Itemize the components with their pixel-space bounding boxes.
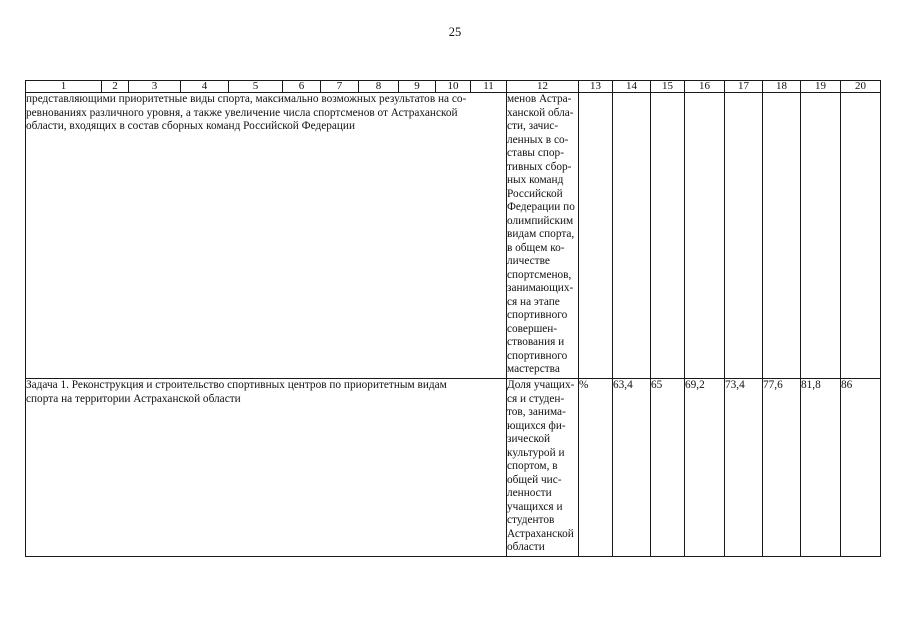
- value-cell: [763, 93, 801, 379]
- indicator-line: студентов: [507, 514, 555, 526]
- indicator-line: культурой и: [507, 446, 565, 459]
- indicator-line: Российской: [507, 187, 563, 200]
- column-number-2: 2: [102, 81, 129, 93]
- column-number-17: 17: [725, 81, 763, 93]
- value-cell: [841, 93, 881, 379]
- description-cell: [26, 93, 507, 379]
- indicator-line: мастерства: [507, 363, 560, 375]
- description-line: спорта на территории Астраханской области: [26, 392, 241, 405]
- value-cell: [725, 93, 763, 379]
- description-cell: [26, 379, 507, 557]
- value-cell: [801, 93, 841, 379]
- description-line: области, входящих в состав сборных команд Российской Федерации: [26, 120, 356, 132]
- indicator-line: тов, занима-: [507, 406, 566, 418]
- column-number-6: 6: [283, 81, 321, 93]
- page-number: 25: [448, 25, 462, 39]
- indicator-line: сти, зачис-: [507, 120, 559, 132]
- value-cell: 77,6: [763, 379, 801, 557]
- indicator-line: ленных в со-: [507, 133, 569, 146]
- indicator-line: спортсменов,: [507, 268, 572, 281]
- indicator-table: [25, 80, 881, 557]
- column-number-8: 8: [359, 81, 399, 93]
- column-number-20: 20: [841, 81, 881, 93]
- value-cell: [613, 93, 651, 379]
- indicator-line: в общем ко-: [507, 241, 565, 254]
- indicator-cell: [507, 379, 579, 557]
- indicator-line: ных команд: [507, 174, 564, 186]
- indicator-line: видам спорта,: [507, 228, 575, 240]
- column-number-7: 7: [321, 81, 359, 93]
- column-number-10: 10: [436, 81, 471, 93]
- indicator-line: менов Астра-: [507, 93, 572, 105]
- column-number-5: 5: [229, 81, 283, 93]
- value-cell: 65: [651, 379, 685, 557]
- value-cell: 69,2: [685, 379, 725, 557]
- description-line: ревнованиях различного уровня, а также увеличение числа спортсменов от Астраханской: [26, 106, 458, 119]
- value-cell: 81,8: [801, 379, 841, 557]
- indicator-line: спортивного: [507, 309, 568, 321]
- unit-cell: [579, 93, 613, 379]
- column-number-18: 18: [763, 81, 801, 93]
- indicator-line: совершен-: [507, 322, 558, 335]
- indicator-line: олимпийским: [507, 214, 574, 227]
- indicator-line: спортом, в: [507, 460, 558, 472]
- column-number-9: 9: [399, 81, 436, 93]
- indicator-line: ставы спор-: [507, 147, 564, 159]
- column-number-12: 12: [507, 81, 579, 93]
- table-body: [26, 81, 881, 557]
- column-number-11: 11: [471, 81, 507, 93]
- indicator-line: Доля учащих-: [507, 379, 575, 391]
- value-cell: 73,4: [725, 379, 763, 557]
- description-line: представляющими приоритетные виды спорта, максимально возможных результатов на со-: [26, 93, 467, 105]
- value-cell: 63,4: [613, 379, 651, 557]
- indicator-line: ленности: [507, 487, 552, 499]
- column-number-1: 1: [26, 81, 102, 93]
- indicator-line: Федерации по: [507, 201, 575, 213]
- column-number-16: 16: [685, 81, 725, 93]
- indicator-line: тивных сбор-: [507, 160, 572, 173]
- indicator-cell: [507, 93, 579, 379]
- table-row: [26, 93, 881, 379]
- indicator-line: общей чис-: [507, 473, 562, 486]
- indicator-line: спортивного: [507, 349, 568, 362]
- column-number-4: 4: [181, 81, 229, 93]
- indicator-line: ся и студен-: [507, 392, 565, 405]
- description-line: Задача 1. Реконструкция и строительство спортивных центров по приоритетным видам: [26, 379, 447, 391]
- indicator-line: Астраханской: [507, 527, 574, 540]
- table-row: [26, 379, 881, 557]
- column-number-3: 3: [129, 81, 181, 93]
- header-row: [26, 81, 881, 93]
- column-number-13: 13: [579, 81, 613, 93]
- value-cell: 86: [841, 379, 881, 557]
- indicator-line: учащихся и: [507, 500, 563, 513]
- indicator-line: ханской обла-: [507, 106, 574, 119]
- value-cell: [685, 93, 725, 379]
- indicator-line: зической: [507, 433, 551, 445]
- indicator-line: области: [507, 541, 545, 553]
- value-cell: [651, 93, 685, 379]
- indicator-line: ствования и: [507, 336, 565, 348]
- indicator-line: ющихся фи-: [507, 419, 566, 432]
- indicator-line: личестве: [507, 255, 550, 267]
- indicator-line: ся на этапе: [507, 295, 560, 308]
- column-number-15: 15: [651, 81, 685, 93]
- indicator-line: занимающих-: [507, 282, 574, 294]
- column-number-19: 19: [801, 81, 841, 93]
- unit-cell: %: [579, 379, 613, 557]
- column-number-14: 14: [613, 81, 651, 93]
